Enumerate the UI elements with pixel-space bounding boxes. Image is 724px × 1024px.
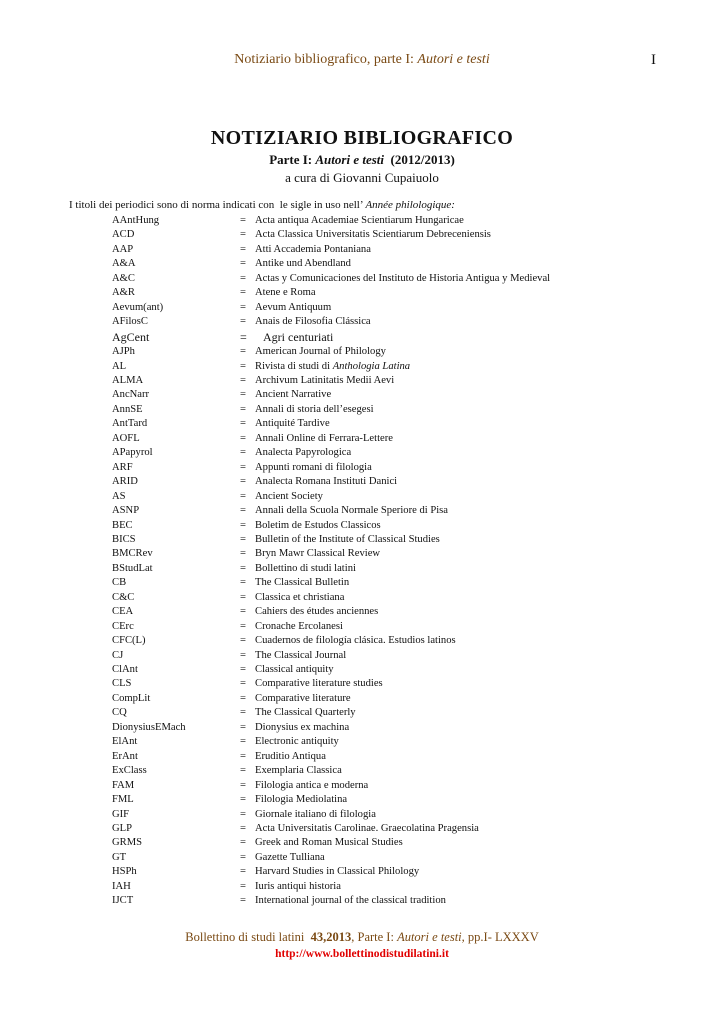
entry-abbreviation: GIF — [112, 808, 130, 820]
entry-equals-sign: = — [240, 447, 246, 459]
entry-title-text: Cronache Ercolanesi — [255, 620, 343, 632]
entry-abbreviation: ARID — [112, 476, 138, 488]
entry-abbreviation: ClAnt — [112, 664, 138, 675]
entry-equals-sign: = — [240, 707, 246, 719]
entry-title-text: International journal of the classical tradition — [255, 895, 446, 907]
entry-title — [255, 576, 349, 590]
entry-equals-sign: = — [240, 418, 246, 430]
entry-title — [255, 315, 371, 329]
entry-abbreviation: FML — [112, 794, 134, 806]
entry-title — [255, 490, 323, 504]
entry-title — [255, 793, 347, 807]
entry-equals-sign: = — [240, 794, 246, 806]
entry-equals-sign: = — [240, 490, 246, 502]
entry-abbreviation: IAH — [112, 880, 131, 892]
entry-equals-sign: = — [240, 721, 246, 733]
entry-title — [255, 764, 342, 778]
entry-title — [255, 663, 334, 677]
entry-title — [255, 446, 351, 460]
entry-title-text: Annali Online di Ferrara-Lettere — [255, 432, 393, 444]
entry-abbreviation: AAntHung — [112, 215, 160, 226]
entry-abbreviation: ACD — [112, 229, 135, 241]
entry-abbreviation: GT — [112, 851, 127, 863]
entry-title-text: Rivista di studi di — [255, 360, 333, 372]
entry-abbreviation: AOFL — [112, 432, 140, 444]
entry-title-text: Antike und Abendland — [255, 258, 351, 270]
entry-equals-sign: = — [240, 329, 247, 344]
entry-title — [255, 649, 346, 663]
entry-equals-sign: = — [240, 837, 246, 849]
list-item — [0, 461, 724, 475]
entry-equals-sign: = — [240, 548, 246, 560]
entry-abbreviation: HSPh — [112, 866, 137, 878]
list-item — [0, 257, 724, 271]
entry-equals-sign: = — [240, 664, 246, 675]
entry-title-text: Actas y Comunicaciones del Instituto de Historia Antigua y Medieval — [255, 272, 551, 284]
entry-equals-sign: = — [240, 301, 246, 313]
entry-title-text: Iuris antiqui historia — [255, 880, 341, 892]
list-item — [0, 677, 724, 691]
list-item — [0, 432, 724, 446]
entry-equals-sign: = — [240, 258, 246, 270]
entry-equals-sign: = — [240, 678, 246, 690]
footer-url-link[interactable]: http://www.bollettinodistudilatini.it — [275, 948, 449, 960]
footer-italic: Autori e testi, — [397, 930, 465, 944]
page-title: NOTIZIARIO BIBLIOGRAFICO — [210, 127, 514, 149]
entry-equals-sign: = — [240, 736, 246, 748]
list-item — [0, 360, 724, 374]
entry-title — [255, 257, 351, 271]
entry-equals-sign: = — [240, 895, 246, 907]
entry-equals-sign: = — [240, 432, 246, 444]
list-item — [0, 663, 724, 677]
subtitle-prefix: Parte I: — [269, 152, 316, 167]
entry-abbreviation: FAM — [112, 779, 135, 791]
entry-title — [255, 461, 372, 475]
entry-title-italic: Anthologia Latina — [332, 360, 411, 372]
entry-title — [255, 504, 448, 518]
entry-title-text: Antiquité Tardive — [255, 418, 330, 430]
list-item — [0, 750, 724, 764]
entry-title-text: Analecta Papyrologica — [255, 447, 352, 459]
entry-abbreviation: GLP — [112, 822, 133, 834]
entry-title — [255, 605, 378, 619]
entry-title-text: Greek and Roman Musical Studies — [255, 837, 403, 849]
entry-equals-sign: = — [240, 533, 246, 545]
footer-volume: 43,2013 — [310, 930, 352, 944]
entry-title-text: Giornale italiano di filologia — [255, 808, 376, 820]
list-item — [0, 519, 724, 533]
footer-suffix: pp.I- LXXXV — [464, 930, 539, 944]
list-item — [0, 706, 724, 720]
entry-title — [255, 286, 316, 300]
entry-title — [255, 735, 339, 749]
list-item — [0, 475, 724, 489]
list-item — [0, 243, 724, 257]
list-item — [0, 228, 724, 242]
entry-title — [255, 620, 343, 634]
entry-equals-sign: = — [240, 243, 246, 255]
list-item — [0, 315, 724, 329]
list-item — [0, 330, 724, 344]
entry-equals-sign: = — [240, 316, 246, 328]
subtitle-italic: Autori e testi — [315, 152, 385, 167]
entry-title-text: Comparative literature — [255, 692, 351, 704]
list-item — [0, 649, 724, 663]
header-title — [0, 52, 724, 68]
entry-title — [255, 591, 344, 605]
entry-title — [255, 228, 491, 242]
entry-equals-sign: = — [240, 505, 246, 517]
entry-title — [255, 634, 456, 648]
entry-title-text: Aevum Antiquum — [255, 301, 332, 313]
entry-equals-sign: = — [240, 591, 246, 603]
entry-title — [255, 547, 380, 561]
entry-title-text: Appunti romani di filologia — [255, 461, 372, 473]
subtitle-suffix: (2012/2013) — [384, 152, 455, 167]
entry-title-text: Electronic antiquity — [255, 736, 339, 748]
entry-title — [255, 475, 397, 489]
entry-title — [255, 345, 386, 359]
entry-abbreviation: CLS — [112, 678, 132, 690]
entry-abbreviation: AgCent — [112, 329, 150, 344]
entry-title-text: Eruditio Antiqua — [255, 750, 326, 762]
entry-equals-sign: = — [240, 649, 246, 661]
entry-title-text: Dionysius ex machina — [255, 721, 350, 733]
entry-abbreviation: AS — [112, 490, 126, 502]
footer-prefix: Bollettino di studi latini — [185, 930, 311, 944]
entry-title-text: Classical antiquity — [255, 664, 334, 675]
running-header — [0, 52, 724, 72]
entry-title-text: Cuadernos de filología clásica. Estudios latinos — [255, 635, 456, 647]
entry-abbreviation: A&C — [112, 272, 135, 284]
entry-title-text: The Classical Quarterly — [255, 707, 356, 719]
entry-abbreviation: ARF — [112, 461, 133, 473]
entry-title-text: American Journal of Philology — [255, 346, 386, 358]
entry-title-text: Atti Accademia Pontaniana — [255, 243, 371, 255]
entry-equals-sign: = — [240, 229, 246, 241]
list-item — [0, 779, 724, 793]
entry-title-text: Bryn Mawr Classical Review — [255, 548, 381, 560]
list-item — [0, 822, 724, 836]
footer-middle: , Parte I: — [351, 930, 398, 944]
entry-abbreviation: CErc — [112, 620, 134, 632]
entry-title — [255, 272, 550, 286]
entry-title-text: Atene e Roma — [255, 287, 316, 299]
entry-equals-sign: = — [240, 562, 246, 574]
header-text-italic: Autori e testi — [417, 52, 490, 67]
entry-abbreviation: DionysiusEMach — [112, 721, 186, 733]
intro-italic: Année philologique: — [365, 199, 455, 211]
list-item — [0, 865, 724, 879]
entry-equals-sign: = — [240, 750, 246, 762]
entry-title-text: Anais de Filosofia Clássica — [255, 316, 371, 328]
entry-title — [255, 750, 326, 764]
entry-title — [255, 417, 330, 431]
entry-equals-sign: = — [240, 822, 246, 834]
list-item — [0, 735, 724, 749]
entry-title — [255, 880, 341, 894]
entry-title — [255, 894, 446, 908]
entry-abbreviation: BMCRev — [112, 548, 153, 560]
entry-equals-sign: = — [240, 461, 246, 473]
list-item — [0, 721, 724, 735]
entry-abbreviation: AAP — [112, 243, 134, 255]
entry-title — [255, 822, 479, 836]
list-item — [0, 764, 724, 778]
list-item — [0, 417, 724, 431]
entry-equals-sign: = — [240, 519, 246, 531]
entry-abbreviation: BStudLat — [112, 562, 153, 574]
list-item — [0, 576, 724, 590]
entry-title-text: Filologia antica e moderna — [255, 779, 369, 791]
list-item — [0, 894, 724, 908]
list-item — [0, 403, 724, 417]
entry-abbreviation: CompLit — [112, 692, 151, 704]
entry-abbreviation: A&A — [112, 258, 136, 270]
entry-title-text: Acta Classica Universitatis Scientiarum Debreceniensis — [255, 229, 491, 241]
entry-title-text: Annali della Scuola Normale Speriore di Pisa — [255, 505, 448, 517]
entry-abbreviation: ExClass — [112, 765, 147, 777]
entry-equals-sign: = — [240, 808, 246, 820]
entry-abbreviation: A&R — [112, 287, 135, 299]
entry-title — [255, 706, 356, 720]
entry-title — [255, 432, 393, 446]
entry-abbreviation: CB — [112, 577, 127, 589]
entry-equals-sign: = — [240, 606, 246, 618]
entry-title — [255, 533, 440, 547]
entry-title-text: Bulletin of the Institute of Classical Studies — [255, 533, 440, 545]
entry-title — [255, 519, 381, 533]
entry-title — [255, 388, 331, 402]
entry-equals-sign: = — [240, 779, 246, 791]
entry-title — [263, 330, 333, 344]
list-item — [0, 286, 724, 300]
entry-title-text: Classica et christiana — [255, 591, 345, 603]
entry-abbreviation: ElAnt — [112, 736, 138, 748]
list-item — [0, 446, 724, 460]
entry-title — [255, 301, 331, 315]
list-item — [0, 880, 724, 894]
entry-equals-sign: = — [240, 375, 246, 386]
entry-title-text: The Classical Bulletin — [255, 577, 350, 589]
entry-equals-sign: = — [240, 403, 246, 415]
entry-abbreviation: AFilosC — [112, 316, 148, 328]
entry-title-text: Annali di storia dell’esegesi — [255, 403, 374, 415]
entry-equals-sign: = — [240, 765, 246, 777]
entry-equals-sign: = — [240, 272, 246, 284]
entry-title — [255, 779, 368, 793]
entry-equals-sign: = — [240, 287, 246, 299]
list-item — [0, 214, 724, 228]
list-item — [0, 793, 724, 807]
entry-title — [255, 851, 325, 865]
curator-line: a cura di Giovanni Cupaiuolo — [285, 170, 439, 185]
entry-title-text: Boletim de Estudos Classicos — [255, 519, 381, 531]
entry-abbreviation: AJPh — [112, 346, 135, 358]
list-item — [0, 851, 724, 865]
entry-abbreviation: ALMA — [112, 375, 144, 386]
entry-equals-sign: = — [240, 692, 246, 704]
header-text: Notiziario bibliografico, parte I: — [234, 52, 418, 67]
entry-equals-sign: = — [240, 880, 246, 892]
entry-title-text: Acta Universitatis Carolinae. Graecolatina Pragensia — [255, 822, 479, 834]
list-item — [0, 301, 724, 315]
entry-title-text: Comparative literature studies — [255, 678, 383, 690]
entry-title-text: Bollettino di studi latini — [255, 562, 356, 574]
entry-equals-sign: = — [240, 866, 246, 878]
entry-abbreviation: IJCT — [112, 895, 134, 907]
entry-abbreviation: AntTard — [112, 418, 148, 430]
entry-title — [255, 360, 410, 374]
list-item — [0, 605, 724, 619]
entry-equals-sign: = — [240, 215, 246, 226]
entry-title-text: Acta antiqua Academiae Scientiarum Hungaricae — [255, 215, 464, 226]
entry-abbreviation: AncNarr — [112, 389, 150, 401]
subtitle — [0, 152, 724, 168]
entry-title-text: The Classical Journal — [255, 649, 347, 661]
entry-title-text: Agri centuriati — [263, 329, 334, 344]
footer-citation — [0, 930, 724, 945]
entry-equals-sign: = — [240, 476, 246, 488]
entry-title-text: Cahiers des études anciennes — [255, 606, 379, 618]
page-number: I — [651, 52, 656, 68]
entry-abbreviation: GRMS — [112, 837, 143, 849]
entry-abbreviation: C&C — [112, 591, 135, 603]
entry-abbreviation: CJ — [112, 649, 124, 661]
entry-title-text: Ancient Narrative — [255, 389, 332, 401]
list-item — [0, 591, 724, 605]
intro-line — [69, 199, 455, 211]
entry-abbreviation: ErAnt — [112, 750, 138, 762]
entry-equals-sign: = — [240, 360, 246, 372]
entry-title — [255, 808, 376, 822]
entry-abbreviation: CQ — [112, 707, 127, 719]
entry-abbreviation: AnnSE — [112, 403, 143, 415]
entry-title-text: Filologia Mediolatina — [255, 794, 348, 806]
list-item — [0, 504, 724, 518]
intro-text: I titoli dei periodici sono di norma indicati con le sigle in uso nell’ — [69, 199, 366, 211]
entry-title — [255, 721, 349, 735]
entry-abbreviation: CFC(L) — [112, 635, 146, 647]
entry-equals-sign: = — [240, 635, 246, 647]
list-item — [0, 692, 724, 706]
entry-title-text: Harvard Studies in Classical Philology — [255, 866, 420, 878]
list-item — [0, 620, 724, 634]
entry-title-text: Analecta Romana Instituti Danici — [255, 476, 398, 488]
entry-title — [255, 677, 383, 691]
entry-title — [255, 836, 403, 850]
entry-title — [255, 214, 464, 228]
entry-equals-sign: = — [240, 577, 246, 589]
list-item — [0, 345, 724, 359]
list-item — [0, 547, 724, 561]
entry-abbreviation: BEC — [112, 519, 133, 531]
entry-abbreviation: APapyrol — [112, 447, 153, 459]
entry-title — [255, 403, 374, 417]
entry-title — [255, 243, 371, 257]
list-item — [0, 272, 724, 286]
list-item — [0, 562, 724, 576]
list-item — [0, 388, 724, 402]
list-item — [0, 533, 724, 547]
entry-title — [255, 374, 394, 388]
entry-title-text: Gazette Tulliana — [255, 851, 325, 863]
entry-title — [255, 562, 356, 576]
entry-abbreviation: ASNP — [112, 505, 140, 517]
entry-abbreviation: Aevum(ant) — [112, 301, 164, 313]
list-item — [0, 374, 724, 388]
entry-equals-sign: = — [240, 346, 246, 358]
entry-title — [255, 865, 419, 879]
entry-equals-sign: = — [240, 851, 246, 863]
list-item — [0, 836, 724, 850]
entry-title — [255, 692, 351, 706]
entry-equals-sign: = — [240, 620, 246, 632]
entry-abbreviation: CEA — [112, 606, 134, 618]
entry-abbreviation: BICS — [112, 533, 136, 545]
entry-title-text: Archivum Latinitatis Medii Aevi — [255, 375, 395, 386]
list-item — [0, 634, 724, 648]
list-item — [0, 490, 724, 504]
entry-title-text: Exemplaria Classica — [255, 765, 342, 777]
entry-equals-sign: = — [240, 389, 246, 401]
list-item — [0, 808, 724, 822]
entry-title-text: Ancient Society — [255, 490, 323, 502]
entry-abbreviation: AL — [112, 360, 127, 372]
